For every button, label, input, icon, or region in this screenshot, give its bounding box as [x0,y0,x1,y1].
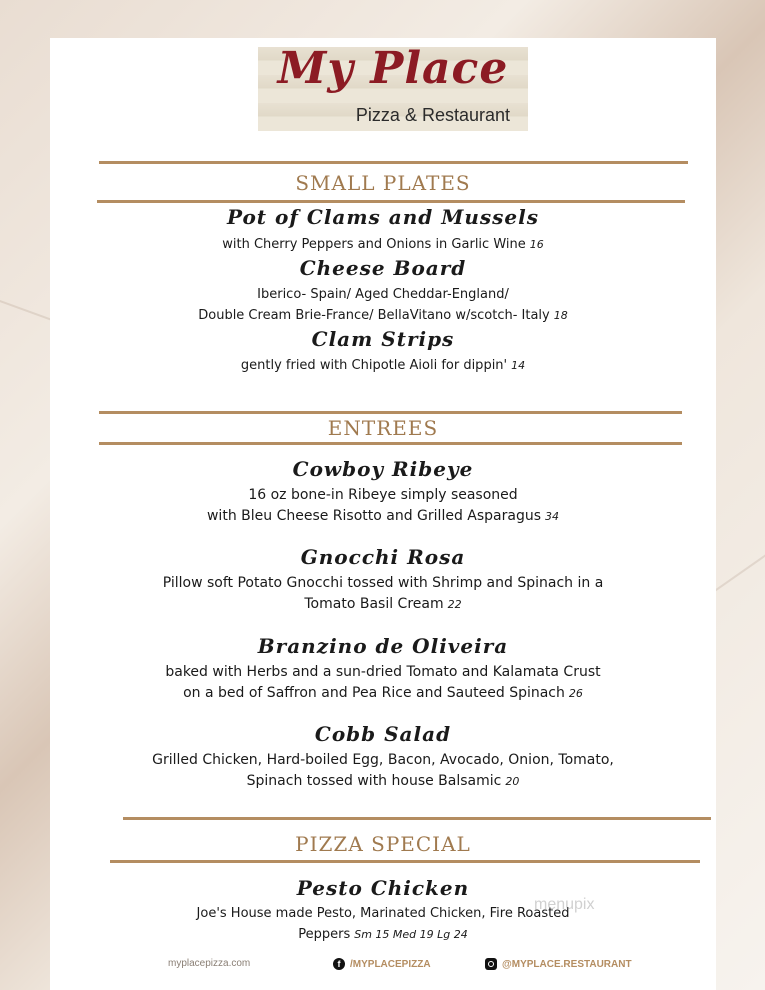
logo-subtitle: Pizza & Restaurant [355,105,510,125]
dish-price: 22 [447,598,462,611]
dish-name: Pesto Chicken [296,876,470,900]
facebook-icon: f [333,958,345,970]
footer-instagram-link[interactable] [485,958,632,970]
dish-price: 14 [511,359,526,372]
dish-price: 16 [529,238,544,251]
section-divider [99,161,688,164]
dish-line: with Bleu Cheese Risotto and Grilled Asparagus [206,508,542,524]
dish-description [50,284,716,326]
dish-line: with Cherry Peppers and Onions in Garlic Wine [222,237,526,252]
dish-description [50,234,716,255]
footer-facebook-link[interactable] [333,958,431,970]
dish-description [50,485,716,527]
dish-name: Gnocchi Rosa [300,545,466,569]
instagram-icon [485,958,497,970]
section-divider [110,860,700,863]
footer-website-link[interactable]: myplacepizza.com [168,958,251,969]
dish-price: Sm 15 Med 19 Lg 24 [354,928,468,941]
section-divider [97,200,685,203]
dish-line: Peppers [298,927,351,942]
watermark: menupix [534,896,595,913]
dish-line: Pillow soft Potato Gnocchi tossed with Shrimp and Spinach in a [162,575,604,591]
dish-description [50,355,716,376]
section-divider [99,411,682,414]
facebook-handle: /MYPLACEPIZZA [350,958,431,970]
dish-description [50,903,716,945]
section-divider [99,442,682,445]
dish-line: baked with Herbs and a sun-dried Tomato and Kalamata Crust [165,664,601,680]
dish-line: Spinach tossed with house Balsamic [246,773,502,789]
dish-description [50,662,716,704]
section-title-small-plates: SMALL PLATES [295,171,471,195]
dish-line: Iberico- Spain/ Aged Cheddar-England/ [257,287,509,302]
marble-vein [0,300,56,322]
restaurant-logo [258,43,528,131]
dish-price: 26 [568,687,583,700]
instagram-handle: @MYPLACE.RESTAURANT [502,958,632,970]
dish-name: Pot of Clams and Mussels [226,205,540,229]
dish-line: Grilled Chicken, Hard-boiled Egg, Bacon, Avocado, Onion, Tomato, [152,752,614,768]
dish-line: Joe's House made Pesto, Marinated Chicken, Fire Roasted [196,906,570,921]
dish-price: 20 [505,775,520,788]
dish-line: Tomato Basil Cream [304,596,444,612]
dish-name: Cowboy Ribeye [292,457,474,481]
section-title-pizza-special: PIZZA SPECIAL [295,832,471,856]
dish-name: Clam Strips [311,327,455,351]
logo-title: My Place [277,43,509,94]
section-divider [123,817,711,820]
dish-name: Cheese Board [299,256,467,280]
dish-name: Branzino de Oliveira [257,634,509,658]
dish-name: Cobb Salad [314,722,452,746]
dish-line: 16 oz bone-in Ribeye simply seasoned [248,487,518,503]
dish-description [50,750,716,792]
dish-line: gently fried with Chipotle Aioli for dippin' [240,358,508,373]
dish-line: on a bed of Saffron and Pea Rice and Sauteed Spinach [183,685,565,701]
dish-price: 34 [545,510,560,523]
dish-line: Double Cream Brie-France/ BellaVitano w/scotch- Italy [198,308,550,323]
dish-description [50,573,716,615]
section-title-entrees: ENTREES [327,416,439,440]
dish-price: 18 [553,309,568,322]
